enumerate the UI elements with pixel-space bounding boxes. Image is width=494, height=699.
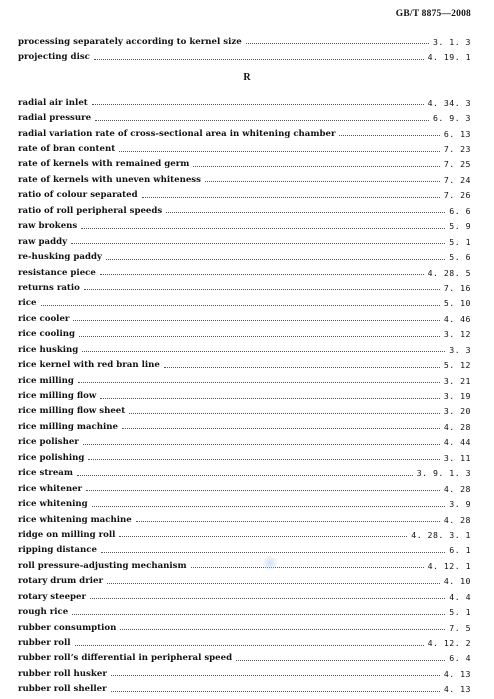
watermark-dot [263, 556, 277, 570]
index-entries-top [18, 34, 471, 65]
clause-reference: 4. 44 [443, 437, 471, 448]
index-entry [18, 234, 471, 249]
clause-reference: 3. 3 [449, 344, 471, 355]
clause-reference: 3. 20 [443, 406, 471, 417]
index-entry [18, 219, 471, 234]
index-term: rice milling [18, 375, 74, 386]
dot-leader [71, 243, 445, 244]
clause-reference: 7. 23 [443, 144, 471, 155]
dot-leader [191, 567, 424, 568]
clause-reference: 4. 10 [443, 576, 471, 587]
index-term: re-husking paddy [18, 252, 102, 263]
dot-leader [129, 413, 440, 414]
index-term: rice kernel with red bran line [18, 360, 160, 371]
dot-leader [82, 351, 445, 352]
dot-leader [77, 475, 413, 476]
clause-reference: 4. 28. 3. 1 [411, 529, 471, 540]
clause-reference: 6. 1 [449, 545, 471, 556]
index-term: ridge on milling roll [18, 529, 116, 540]
dot-leader [107, 583, 440, 584]
dot-leader [79, 336, 440, 337]
dot-leader [106, 259, 445, 260]
index-entry [18, 357, 471, 372]
index-term: rice stream [18, 468, 73, 479]
clause-reference: 6. 13 [443, 128, 471, 139]
dot-leader [81, 228, 445, 229]
index-term: raw brokens [18, 221, 78, 232]
clause-reference: 3. 9. 1. 3 [416, 468, 471, 479]
index-entry [18, 280, 471, 295]
section-letter-heading: R [243, 72, 251, 83]
index-term: projecting disc [18, 52, 90, 63]
clause-reference: 6. 9. 3 [432, 113, 471, 124]
index-term: rice polishing [18, 452, 85, 463]
index-term: roll pressure-adjusting mechanism [18, 560, 187, 571]
dot-leader [94, 59, 424, 60]
index-entry [18, 604, 471, 619]
index-entry [18, 635, 471, 650]
index-term: processing separately according to kernel size [18, 36, 242, 47]
clause-reference: 7. 5 [449, 622, 471, 633]
clause-reference: 4. 28 [443, 483, 471, 494]
index-entry [18, 574, 471, 589]
index-entry [18, 589, 471, 604]
index-entry [18, 203, 471, 218]
index-entry [18, 651, 471, 666]
index-entry [18, 373, 471, 388]
clause-reference: 4. 12. 1 [427, 560, 471, 571]
dot-leader [120, 629, 445, 630]
index-term: radial variation rate of cross-sectional area in whitening chamber [18, 128, 336, 139]
index-term: radial pressure [18, 113, 92, 124]
clause-reference: 4. 28 [443, 421, 471, 432]
clause-reference: 5. 12 [443, 360, 471, 371]
index-term: rice [18, 298, 37, 309]
index-entry [18, 682, 471, 697]
clause-reference: 3. 12 [443, 329, 471, 340]
index-term: rice husking [18, 344, 79, 355]
index-entry [18, 558, 471, 573]
index-entry [18, 496, 471, 511]
dot-leader [166, 212, 445, 213]
dot-leader [205, 181, 440, 182]
clause-reference: 5. 1 [449, 607, 471, 618]
clause-reference: 3. 11 [443, 452, 471, 463]
index-entry [18, 141, 471, 156]
dot-leader [75, 645, 424, 646]
clause-reference: 7. 26 [443, 190, 471, 201]
index-entry [18, 404, 471, 419]
clause-reference: 4. 28. 5 [427, 267, 471, 278]
clause-reference: 4. 28 [443, 514, 471, 525]
index-entry [18, 666, 471, 681]
index-entry [18, 157, 471, 172]
dot-leader [41, 305, 440, 306]
index-entry [18, 512, 471, 527]
index-term: rice milling flow [18, 391, 97, 402]
dot-leader [95, 120, 429, 121]
clause-reference: 3. 21 [443, 375, 471, 386]
index-entry [18, 419, 471, 434]
dot-leader [101, 552, 445, 553]
index-entry [18, 249, 471, 264]
index-term: rice polisher [18, 437, 79, 448]
dot-leader [236, 660, 445, 661]
dot-leader [92, 104, 424, 105]
clause-reference: 5. 9 [449, 221, 471, 232]
index-term: rubber roll husker [18, 668, 107, 679]
dot-leader [111, 675, 440, 676]
index-term: ratio of roll peripheral speeds [18, 205, 163, 216]
clause-reference: 5. 6 [449, 252, 471, 263]
dot-leader [73, 320, 439, 321]
clause-reference: 4. 12. 2 [427, 638, 471, 649]
index-entry [18, 327, 471, 342]
clause-reference: 4. 34. 3 [427, 97, 471, 108]
clause-reference: 4. 46 [443, 313, 471, 324]
dot-leader [246, 43, 429, 44]
dot-leader [100, 398, 440, 399]
index-term: resistance piece [18, 267, 96, 278]
index-term: ratio of colour separated [18, 190, 138, 201]
index-entry [18, 188, 471, 203]
dot-leader [119, 536, 407, 537]
dot-leader [84, 289, 440, 290]
dot-leader [164, 367, 440, 368]
index-entry [18, 49, 471, 64]
index-term: rubber roll’s differential in peripheral speed [18, 653, 233, 664]
dot-leader [136, 521, 440, 522]
index-entry [18, 110, 471, 125]
dot-leader [86, 490, 440, 491]
index-term: rubber consumption [18, 622, 117, 633]
clause-reference: 5. 10 [443, 298, 471, 309]
index-entry [18, 543, 471, 558]
index-term: returns ratio [18, 282, 80, 293]
clause-reference: 3. 1. 3 [432, 36, 471, 47]
index-entry [18, 126, 471, 141]
dot-leader [193, 166, 440, 167]
clause-reference: 4. 13 [443, 684, 471, 695]
dot-leader [100, 274, 424, 275]
dot-leader [122, 428, 440, 429]
index-term: radial air inlet [18, 97, 88, 108]
index-term: rice milling machine [18, 421, 119, 432]
index-term: rice whitening [18, 499, 88, 510]
index-term: raw paddy [18, 236, 68, 247]
index-entries-r [18, 95, 471, 697]
index-entry [18, 172, 471, 187]
index-entry [18, 450, 471, 465]
dot-leader [83, 444, 440, 445]
index-entry [18, 265, 471, 280]
dot-leader [119, 151, 440, 152]
index-term: rate of kernels with uneven whiteness [18, 174, 201, 185]
index-entry [18, 311, 471, 326]
clause-reference: 7. 25 [443, 159, 471, 170]
index-term: rough rice [18, 607, 69, 618]
dot-leader [78, 382, 440, 383]
standard-number-header: GB/T 8875—2008 [395, 9, 471, 19]
index-term: rubber roll sheller [18, 684, 107, 695]
clause-reference: 7. 16 [443, 282, 471, 293]
index-entry [18, 527, 471, 542]
index-entry [18, 95, 471, 110]
index-entry [18, 435, 471, 450]
index-entry [18, 481, 471, 496]
clause-reference: 3. 9 [449, 499, 471, 510]
index-term: rice cooler [18, 313, 70, 324]
index-term: rate of bran content [18, 144, 116, 155]
dot-leader [92, 506, 446, 507]
index-term: rotary steeper [18, 591, 87, 602]
dot-leader [339, 135, 439, 136]
index-term: rubber roll [18, 638, 71, 649]
index-entry [18, 34, 471, 49]
dot-leader [111, 691, 440, 692]
index-entry [18, 296, 471, 311]
index-term: ripping distance [18, 545, 97, 556]
clause-reference: 4. 19. 1 [427, 52, 471, 63]
index-entry [18, 342, 471, 357]
dot-leader [72, 614, 445, 615]
clause-reference: 6. 6 [449, 205, 471, 216]
clause-reference: 5. 1 [449, 236, 471, 247]
index-entry [18, 466, 471, 481]
dot-leader [142, 197, 440, 198]
index-term: rice whitening machine [18, 514, 132, 525]
index-term: rice whitener [18, 483, 83, 494]
clause-reference: 7. 24 [443, 174, 471, 185]
index-term: rate of kernels with remained germ [18, 159, 190, 170]
clause-reference: 4. 4 [449, 591, 471, 602]
index-term: rice cooling [18, 329, 75, 340]
clause-reference: 6. 4 [449, 653, 471, 664]
index-entry [18, 388, 471, 403]
clause-reference: 4. 13 [443, 668, 471, 679]
dot-leader [88, 459, 439, 460]
dot-leader [90, 598, 445, 599]
index-entry [18, 620, 471, 635]
index-term: rotary drum drier [18, 576, 103, 587]
clause-reference: 3. 19 [443, 391, 471, 402]
index-term: rice milling flow sheet [18, 406, 126, 417]
